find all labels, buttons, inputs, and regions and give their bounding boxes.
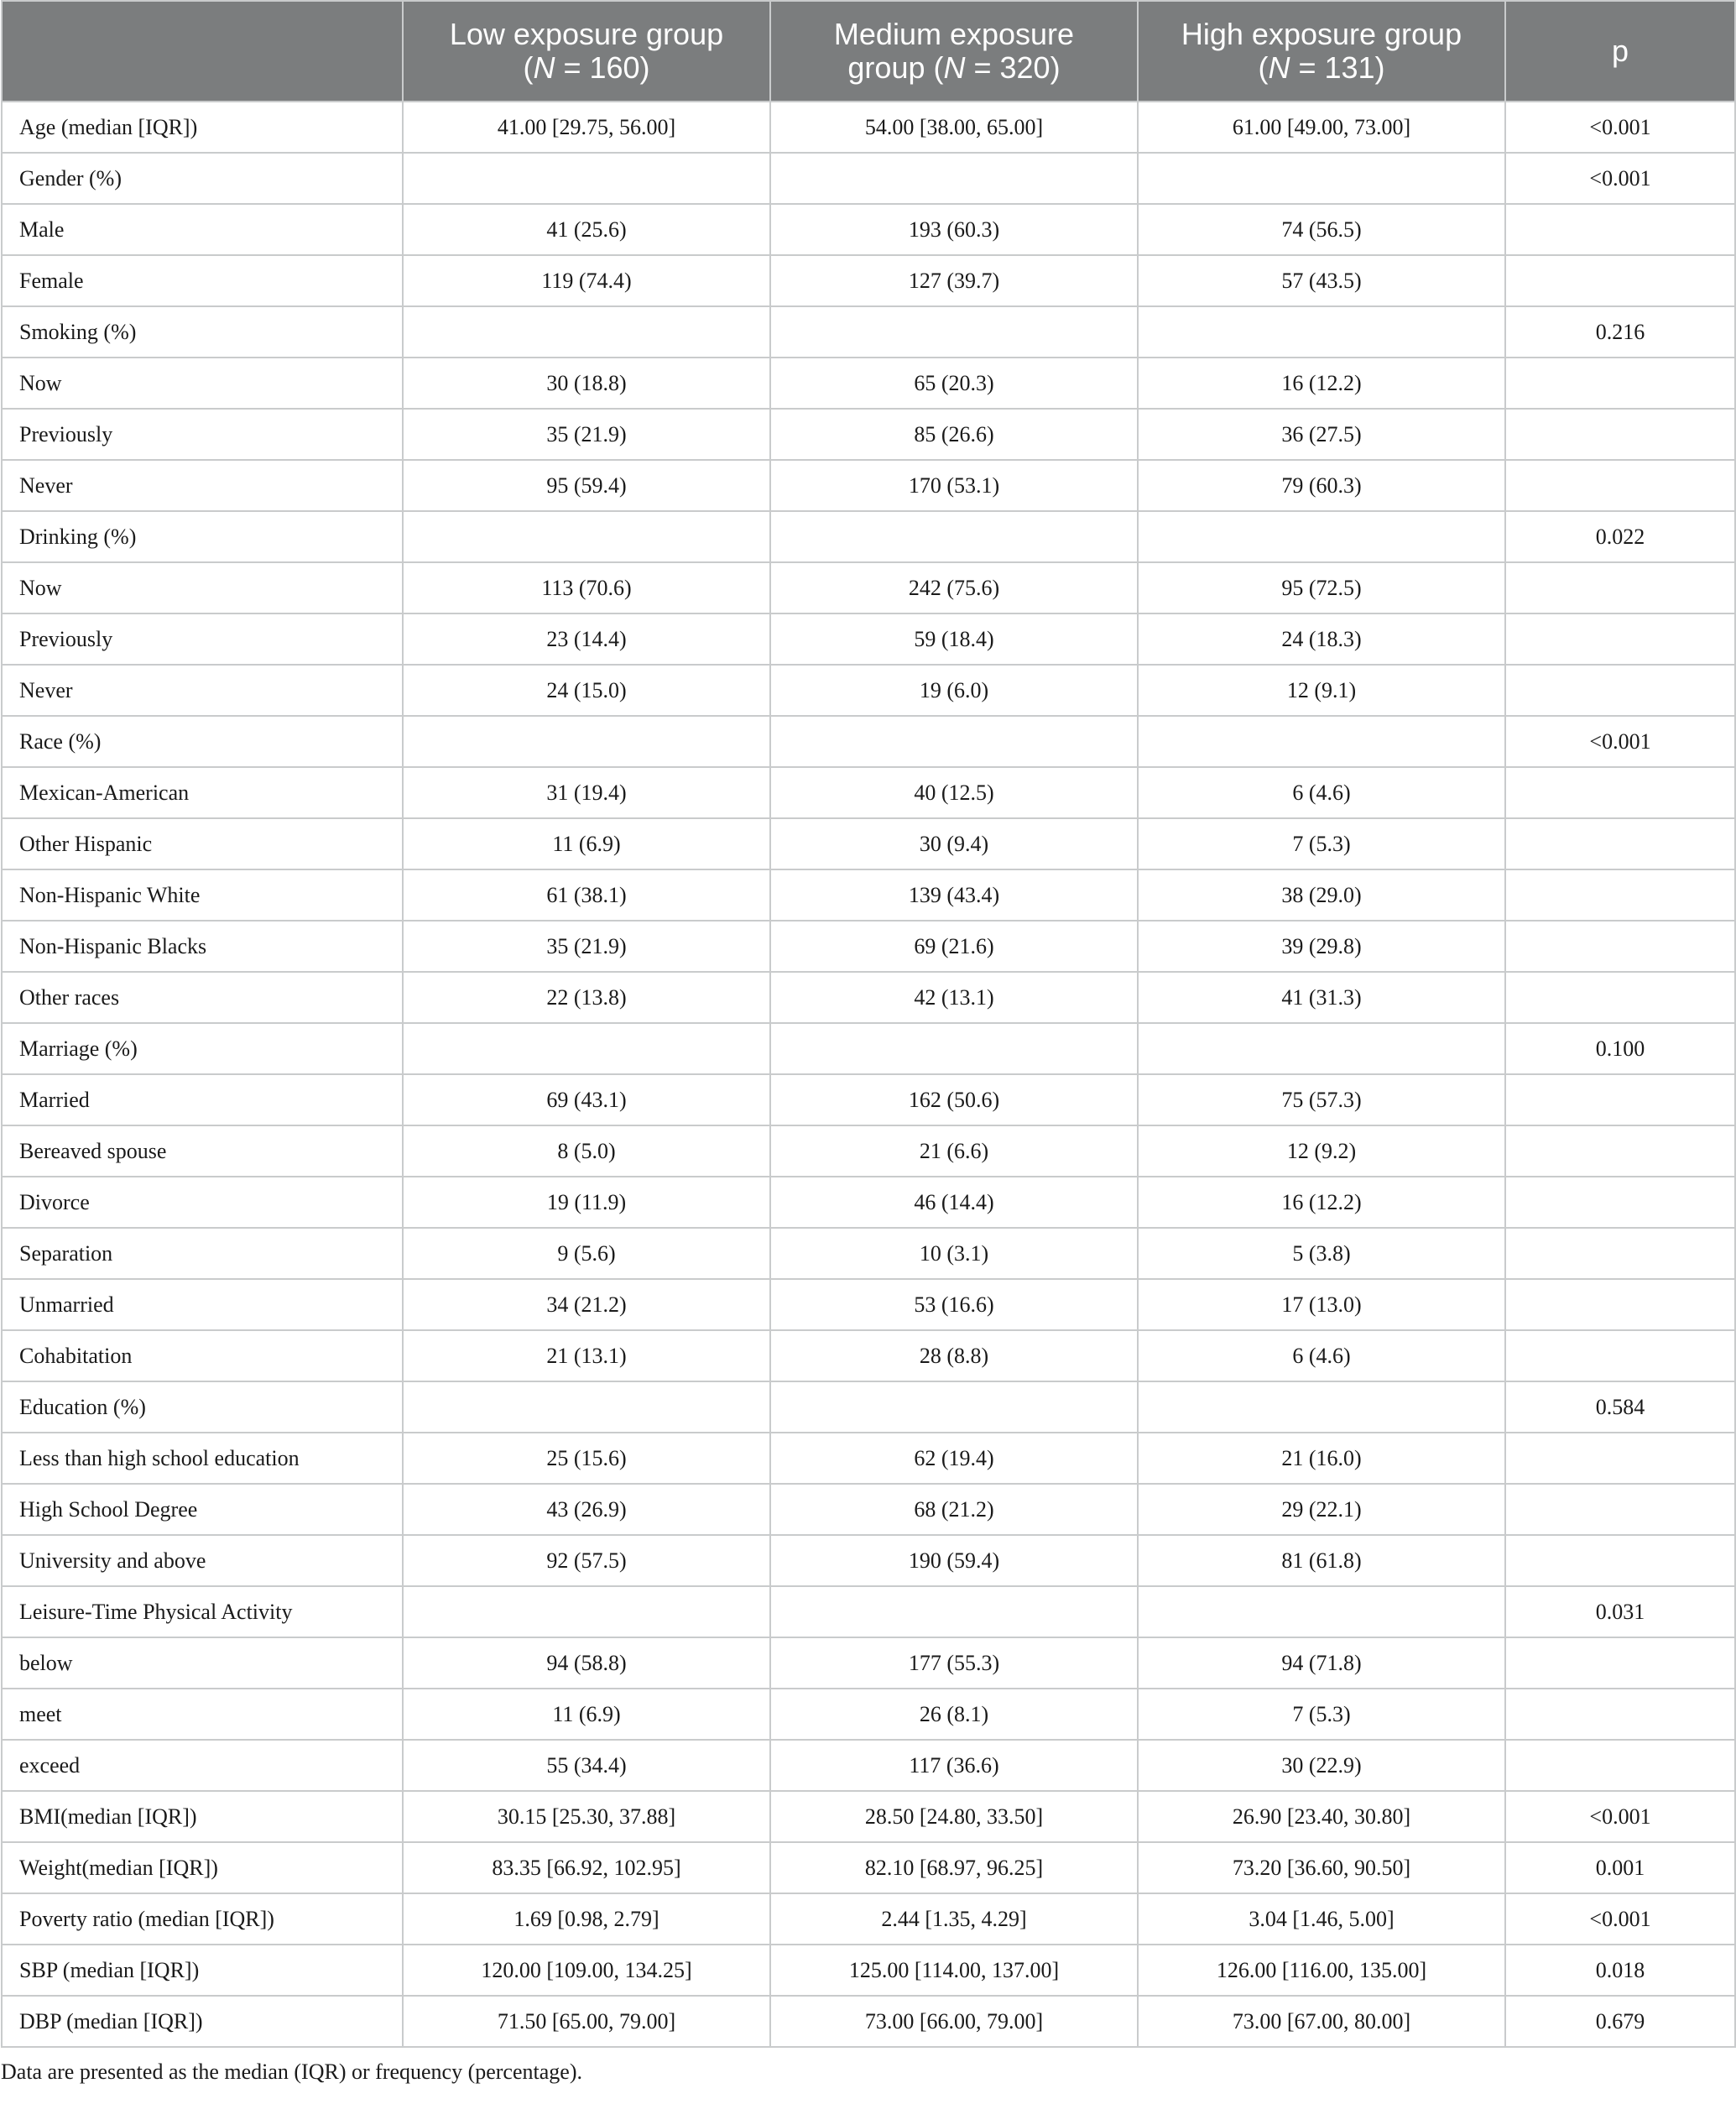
row-label: Other races: [2, 972, 403, 1023]
table-row: [2, 1893, 1735, 1945]
row-label: Married: [2, 1074, 403, 1125]
header-high-exposure: [1138, 1, 1505, 102]
cell-low-exposure: 24 (15.0): [403, 665, 770, 716]
table-row: [2, 1279, 1735, 1330]
table-row: [2, 204, 1735, 255]
table-row: [2, 562, 1735, 613]
table-row: [2, 1586, 1735, 1637]
header-variable: [2, 1, 403, 102]
row-label: Never: [2, 460, 403, 511]
table-row: [2, 1945, 1735, 1996]
cell-medium-exposure: 46 (14.4): [770, 1177, 1138, 1228]
cell-low-exposure: 35 (21.9): [403, 409, 770, 460]
table-row: [2, 1484, 1735, 1535]
cell-low-exposure: 23 (14.4): [403, 613, 770, 665]
cell-low-exposure: 21 (13.1): [403, 1330, 770, 1381]
cell-high-exposure: 73.00 [67.00, 80.00]: [1138, 1996, 1505, 2047]
cell-medium-exposure: 190 (59.4): [770, 1535, 1138, 1586]
row-label: BMI(median [IQR]): [2, 1791, 403, 1842]
row-label: Race (%): [2, 716, 403, 767]
cell-low-exposure: [403, 511, 770, 562]
cell-high-exposure: 81 (61.8): [1138, 1535, 1505, 1586]
cell-p-value: [1505, 1433, 1735, 1484]
table-row: [2, 102, 1735, 153]
table-row: [2, 767, 1735, 818]
header-medium-exposure: [770, 1, 1138, 102]
table-row: [2, 1637, 1735, 1689]
cell-high-exposure: [1138, 1023, 1505, 1074]
cell-medium-exposure: [770, 1586, 1138, 1637]
cell-p-value: [1505, 1330, 1735, 1381]
cell-medium-exposure: 21 (6.6): [770, 1125, 1138, 1177]
cell-low-exposure: 34 (21.2): [403, 1279, 770, 1330]
cell-high-exposure: 95 (72.5): [1138, 562, 1505, 613]
cell-low-exposure: [403, 716, 770, 767]
cell-low-exposure: 61 (38.1): [403, 869, 770, 921]
cell-low-exposure: 55 (34.4): [403, 1740, 770, 1791]
cell-low-exposure: 113 (70.6): [403, 562, 770, 613]
table-row: [2, 1074, 1735, 1125]
cell-low-exposure: [403, 153, 770, 204]
cell-low-exposure: 119 (74.4): [403, 255, 770, 306]
cell-p-value: [1505, 562, 1735, 613]
row-label: Other Hispanic: [2, 818, 403, 869]
cell-low-exposure: [403, 1381, 770, 1433]
cell-low-exposure: 69 (43.1): [403, 1074, 770, 1125]
cell-low-exposure: 95 (59.4): [403, 460, 770, 511]
cell-p-value: <0.001: [1505, 102, 1735, 153]
cell-high-exposure: 30 (22.9): [1138, 1740, 1505, 1791]
table-row: [2, 1740, 1735, 1791]
table-row: [2, 255, 1735, 306]
cell-high-exposure: 57 (43.5): [1138, 255, 1505, 306]
row-label: Drinking (%): [2, 511, 403, 562]
cell-p-value: [1505, 613, 1735, 665]
table-row: [2, 1125, 1735, 1177]
cell-medium-exposure: 177 (55.3): [770, 1637, 1138, 1689]
cell-p-value: [1505, 1177, 1735, 1228]
cell-high-exposure: [1138, 306, 1505, 358]
cell-low-exposure: 1.69 [0.98, 2.79]: [403, 1893, 770, 1945]
cell-low-exposure: 11 (6.9): [403, 818, 770, 869]
cell-medium-exposure: 40 (12.5): [770, 767, 1138, 818]
cell-medium-exposure: 69 (21.6): [770, 921, 1138, 972]
cell-medium-exposure: 54.00 [38.00, 65.00]: [770, 102, 1138, 153]
cell-low-exposure: 11 (6.9): [403, 1689, 770, 1740]
cell-medium-exposure: 26 (8.1): [770, 1689, 1138, 1740]
cell-high-exposure: 75 (57.3): [1138, 1074, 1505, 1125]
cell-high-exposure: 29 (22.1): [1138, 1484, 1505, 1535]
cell-low-exposure: 43 (26.9): [403, 1484, 770, 1535]
cell-high-exposure: [1138, 1381, 1505, 1433]
cell-medium-exposure: 68 (21.2): [770, 1484, 1138, 1535]
row-label: Divorce: [2, 1177, 403, 1228]
cell-medium-exposure: 30 (9.4): [770, 818, 1138, 869]
table-row: [2, 1842, 1735, 1893]
cell-low-exposure: 30 (18.8): [403, 358, 770, 409]
header-low-n-label: N: [533, 50, 555, 85]
row-label: University and above: [2, 1535, 403, 1586]
cell-medium-exposure: [770, 1381, 1138, 1433]
cell-low-exposure: [403, 1023, 770, 1074]
cell-medium-exposure: 53 (16.6): [770, 1279, 1138, 1330]
row-label: DBP (median [IQR]): [2, 1996, 403, 2047]
cell-low-exposure: 41 (25.6): [403, 204, 770, 255]
cell-high-exposure: 39 (29.8): [1138, 921, 1505, 972]
cell-high-exposure: 12 (9.2): [1138, 1125, 1505, 1177]
row-label: Non-Hispanic White: [2, 869, 403, 921]
table-row: [2, 613, 1735, 665]
table-body: [2, 102, 1735, 2047]
row-label: below: [2, 1637, 403, 1689]
table-row: [2, 1381, 1735, 1433]
cell-p-value: 0.216: [1505, 306, 1735, 358]
header-low-n-prefix: (: [523, 50, 534, 85]
table-row: [2, 306, 1735, 358]
cell-p-value: [1505, 767, 1735, 818]
row-label: Unmarried: [2, 1279, 403, 1330]
table-row: [2, 972, 1735, 1023]
cell-medium-exposure: 73.00 [66.00, 79.00]: [770, 1996, 1138, 2047]
cell-low-exposure: 8 (5.0): [403, 1125, 770, 1177]
table-row: [2, 1996, 1735, 2047]
cell-high-exposure: 24 (18.3): [1138, 613, 1505, 665]
row-label: Cohabitation: [2, 1330, 403, 1381]
cell-p-value: <0.001: [1505, 1893, 1735, 1945]
cell-p-value: [1505, 204, 1735, 255]
cell-high-exposure: [1138, 511, 1505, 562]
row-label: Previously: [2, 613, 403, 665]
table-footnote: Data are presented as the median (IQR) or frequency (percentage).: [1, 2060, 582, 2084]
cell-high-exposure: 7 (5.3): [1138, 1689, 1505, 1740]
cell-medium-exposure: 125.00 [114.00, 137.00]: [770, 1945, 1138, 1996]
cell-medium-exposure: 62 (19.4): [770, 1433, 1138, 1484]
cell-medium-exposure: 19 (6.0): [770, 665, 1138, 716]
cell-p-value: [1505, 1228, 1735, 1279]
cell-medium-exposure: 127 (39.7): [770, 255, 1138, 306]
table-row: [2, 818, 1735, 869]
cell-p-value: [1505, 921, 1735, 972]
header-low-exposure: [403, 1, 770, 102]
cell-low-exposure: 31 (19.4): [403, 767, 770, 818]
row-label: Separation: [2, 1228, 403, 1279]
cell-medium-exposure: 82.10 [68.97, 96.25]: [770, 1842, 1138, 1893]
header-low-n-value: = 160): [555, 50, 650, 85]
cell-p-value: 0.018: [1505, 1945, 1735, 1996]
cell-high-exposure: [1138, 716, 1505, 767]
cell-p-value: [1505, 972, 1735, 1023]
row-label: Age (median [IQR]): [2, 102, 403, 153]
cell-medium-exposure: 42 (13.1): [770, 972, 1138, 1023]
cell-p-value: [1505, 358, 1735, 409]
header-high-n-label: N: [1268, 50, 1290, 85]
table-row: [2, 921, 1735, 972]
table-row: [2, 1535, 1735, 1586]
cell-medium-exposure: 117 (36.6): [770, 1740, 1138, 1791]
cell-high-exposure: [1138, 1586, 1505, 1637]
cell-high-exposure: 26.90 [23.40, 30.80]: [1138, 1791, 1505, 1842]
cell-p-value: [1505, 1637, 1735, 1689]
characteristics-table: [1, 0, 1736, 2048]
table-row: [2, 869, 1735, 921]
cell-p-value: [1505, 1535, 1735, 1586]
cell-medium-exposure: 65 (20.3): [770, 358, 1138, 409]
cell-low-exposure: 19 (11.9): [403, 1177, 770, 1228]
table-row: [2, 511, 1735, 562]
cell-high-exposure: 36 (27.5): [1138, 409, 1505, 460]
row-label: Leisure-Time Physical Activity: [2, 1586, 403, 1637]
cell-medium-exposure: [770, 306, 1138, 358]
row-label: Less than high school education: [2, 1433, 403, 1484]
row-label: Gender (%): [2, 153, 403, 204]
row-label: Non-Hispanic Blacks: [2, 921, 403, 972]
cell-high-exposure: 16 (12.2): [1138, 1177, 1505, 1228]
cell-low-exposure: 30.15 [25.30, 37.88]: [403, 1791, 770, 1842]
cell-high-exposure: 94 (71.8): [1138, 1637, 1505, 1689]
cell-medium-exposure: 162 (50.6): [770, 1074, 1138, 1125]
cell-p-value: 0.679: [1505, 1996, 1735, 2047]
row-label: Poverty ratio (median [IQR]): [2, 1893, 403, 1945]
row-label: meet: [2, 1689, 403, 1740]
header-medium-title: Medium exposure: [833, 17, 1075, 51]
table-header: [2, 1, 1735, 102]
row-label: Education (%): [2, 1381, 403, 1433]
cell-p-value: [1505, 818, 1735, 869]
row-label: Bereaved spouse: [2, 1125, 403, 1177]
cell-medium-exposure: 2.44 [1.35, 4.29]: [770, 1893, 1138, 1945]
cell-low-exposure: 94 (58.8): [403, 1637, 770, 1689]
cell-high-exposure: 12 (9.1): [1138, 665, 1505, 716]
row-label: Marriage (%): [2, 1023, 403, 1074]
row-label: Previously: [2, 409, 403, 460]
cell-low-exposure: 71.50 [65.00, 79.00]: [403, 1996, 770, 2047]
cell-medium-exposure: 139 (43.4): [770, 869, 1138, 921]
row-label: High School Degree: [2, 1484, 403, 1535]
table-row: [2, 1023, 1735, 1074]
header-high-n-value: = 131): [1290, 50, 1385, 85]
cell-p-value: [1505, 869, 1735, 921]
header-high-n-prefix: (: [1258, 50, 1269, 85]
cell-high-exposure: 3.04 [1.46, 5.00]: [1138, 1893, 1505, 1945]
cell-low-exposure: 83.35 [66.92, 102.95]: [403, 1842, 770, 1893]
cell-high-exposure: 61.00 [49.00, 73.00]: [1138, 102, 1505, 153]
cell-medium-exposure: 28 (8.8): [770, 1330, 1138, 1381]
cell-medium-exposure: 10 (3.1): [770, 1228, 1138, 1279]
header-medium-title-2: group (: [847, 50, 944, 85]
table-row: [2, 1433, 1735, 1484]
cell-high-exposure: 41 (31.3): [1138, 972, 1505, 1023]
row-label: Never: [2, 665, 403, 716]
cell-medium-exposure: 242 (75.6): [770, 562, 1138, 613]
cell-medium-exposure: [770, 716, 1138, 767]
table-row: [2, 665, 1735, 716]
cell-p-value: [1505, 1689, 1735, 1740]
row-label: Now: [2, 562, 403, 613]
cell-p-value: [1505, 665, 1735, 716]
cell-high-exposure: 7 (5.3): [1138, 818, 1505, 869]
table-row: [2, 460, 1735, 511]
cell-p-value: [1505, 1484, 1735, 1535]
cell-p-value: 0.001: [1505, 1842, 1735, 1893]
row-label: Weight(median [IQR]): [2, 1842, 403, 1893]
cell-medium-exposure: 28.50 [24.80, 33.50]: [770, 1791, 1138, 1842]
cell-medium-exposure: [770, 153, 1138, 204]
cell-low-exposure: 92 (57.5): [403, 1535, 770, 1586]
cell-high-exposure: 17 (13.0): [1138, 1279, 1505, 1330]
cell-high-exposure: 6 (4.6): [1138, 767, 1505, 818]
row-label: SBP (median [IQR]): [2, 1945, 403, 1996]
header-p-value: p: [1505, 1, 1735, 102]
cell-high-exposure: 16 (12.2): [1138, 358, 1505, 409]
cell-p-value: [1505, 1074, 1735, 1125]
cell-p-value: [1505, 1125, 1735, 1177]
row-label: Now: [2, 358, 403, 409]
cell-p-value: 0.022: [1505, 511, 1735, 562]
header-high-title: High exposure group: [1181, 17, 1462, 51]
cell-medium-exposure: 193 (60.3): [770, 204, 1138, 255]
table-row: [2, 1689, 1735, 1740]
cell-p-value: <0.001: [1505, 1791, 1735, 1842]
cell-low-exposure: 22 (13.8): [403, 972, 770, 1023]
cell-medium-exposure: 85 (26.6): [770, 409, 1138, 460]
cell-p-value: [1505, 1279, 1735, 1330]
row-label: Mexican-American: [2, 767, 403, 818]
cell-high-exposure: 73.20 [36.60, 90.50]: [1138, 1842, 1505, 1893]
cell-low-exposure: 41.00 [29.75, 56.00]: [403, 102, 770, 153]
cell-high-exposure: [1138, 153, 1505, 204]
table-row: [2, 1791, 1735, 1842]
row-label: Male: [2, 204, 403, 255]
cell-high-exposure: 126.00 [116.00, 135.00]: [1138, 1945, 1505, 1996]
cell-low-exposure: 35 (21.9): [403, 921, 770, 972]
cell-high-exposure: 6 (4.6): [1138, 1330, 1505, 1381]
cell-p-value: [1505, 460, 1735, 511]
table-row: [2, 1228, 1735, 1279]
table-row: [2, 1330, 1735, 1381]
cell-p-value: [1505, 409, 1735, 460]
cell-p-value: [1505, 255, 1735, 306]
cell-low-exposure: 120.00 [109.00, 134.25]: [403, 1945, 770, 1996]
row-label: exceed: [2, 1740, 403, 1791]
cell-high-exposure: 74 (56.5): [1138, 204, 1505, 255]
cell-medium-exposure: [770, 1023, 1138, 1074]
cell-p-value: 0.031: [1505, 1586, 1735, 1637]
cell-high-exposure: 38 (29.0): [1138, 869, 1505, 921]
table-row: [2, 1177, 1735, 1228]
cell-low-exposure: [403, 306, 770, 358]
cell-high-exposure: 79 (60.3): [1138, 460, 1505, 511]
header-low-title: Low exposure group: [449, 17, 724, 51]
row-label: Smoking (%): [2, 306, 403, 358]
cell-high-exposure: 21 (16.0): [1138, 1433, 1505, 1484]
header-medium-n-value: = 320): [965, 50, 1061, 85]
cell-low-exposure: [403, 1586, 770, 1637]
table-row: [2, 153, 1735, 204]
table-row: [2, 716, 1735, 767]
cell-low-exposure: 9 (5.6): [403, 1228, 770, 1279]
cell-p-value: <0.001: [1505, 716, 1735, 767]
row-label: Female: [2, 255, 403, 306]
cell-medium-exposure: 59 (18.4): [770, 613, 1138, 665]
cell-low-exposure: 25 (15.6): [403, 1433, 770, 1484]
cell-p-value: 0.100: [1505, 1023, 1735, 1074]
cell-medium-exposure: 170 (53.1): [770, 460, 1138, 511]
cell-p-value: 0.584: [1505, 1381, 1735, 1433]
cell-p-value: <0.001: [1505, 153, 1735, 204]
header-medium-n-label: N: [943, 50, 966, 85]
cell-high-exposure: 5 (3.8): [1138, 1228, 1505, 1279]
table-row: [2, 409, 1735, 460]
cell-p-value: [1505, 1740, 1735, 1791]
table-row: [2, 358, 1735, 409]
cell-medium-exposure: [770, 511, 1138, 562]
header-row: [2, 1, 1735, 102]
